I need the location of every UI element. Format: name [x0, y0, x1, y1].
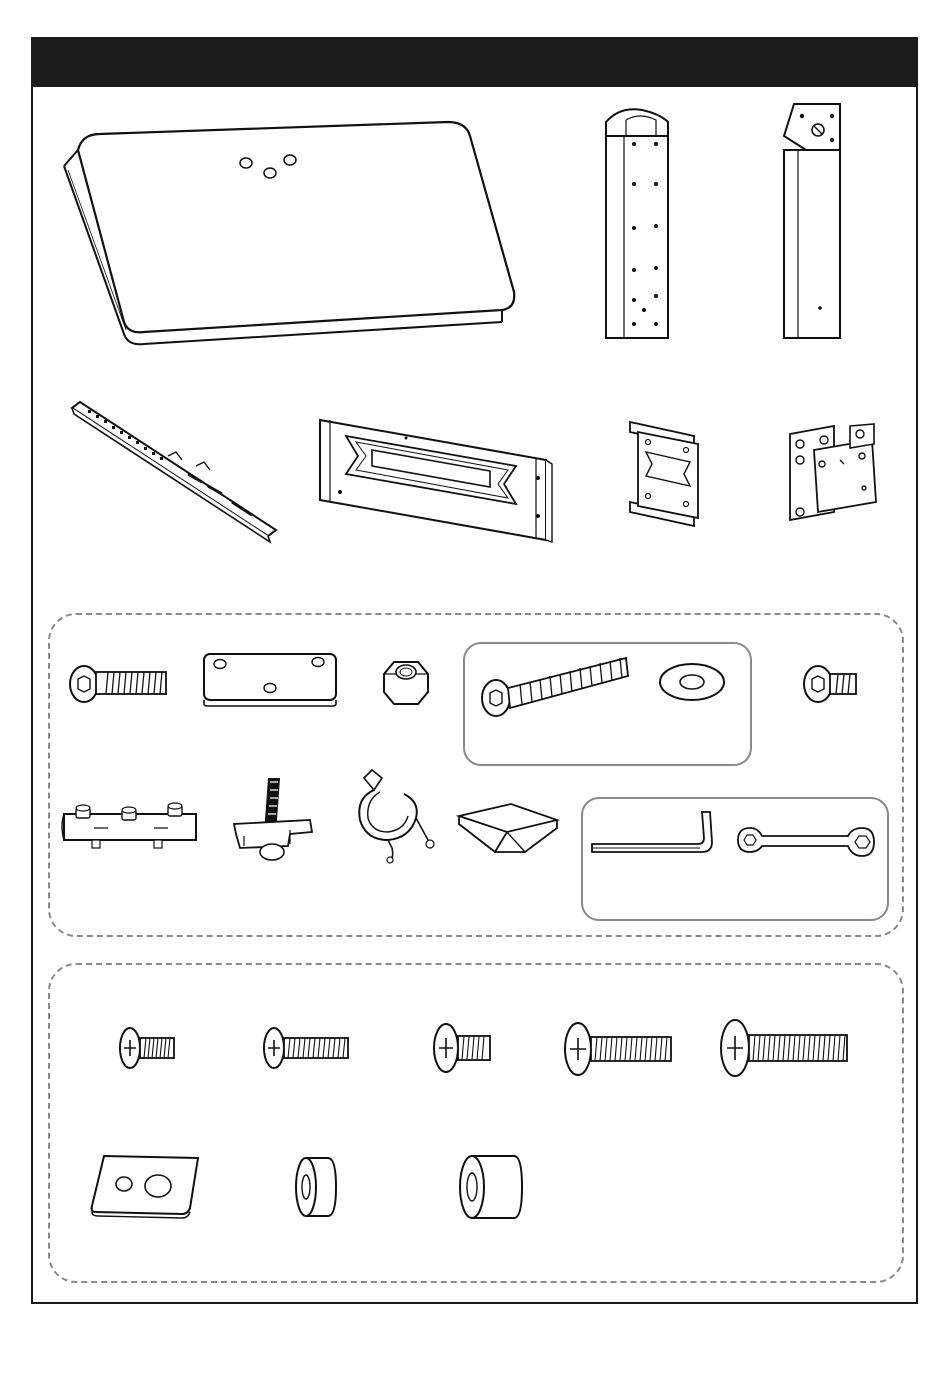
long-bolt-icon [478, 650, 632, 720]
screw-m4-short-icon [116, 1022, 178, 1074]
hex-bolt-icon [68, 658, 172, 710]
spanner-icon [734, 818, 878, 866]
slide-bracket-icon [624, 418, 710, 530]
cable-tie-icon [350, 768, 440, 864]
nut-icon [378, 656, 434, 708]
washer-icon [656, 660, 730, 704]
column-left-icon [602, 108, 674, 342]
screw-m6-long-icon [562, 1018, 676, 1080]
mounting-rail-icon [68, 400, 280, 544]
screw-m6-short-icon [432, 1018, 494, 1078]
clamp-plate-icon [58, 800, 204, 860]
column-right-icon [778, 100, 848, 342]
base-plate-icon [58, 118, 520, 348]
foot-pad-icon [455, 800, 561, 858]
header-bar [31, 37, 918, 87]
tilt-bracket-icon [780, 420, 884, 532]
screw-m8-icon [718, 1016, 852, 1080]
spacer-short-icon [292, 1154, 340, 1220]
allen-key-icon [590, 810, 720, 856]
spacer-plate-icon [200, 650, 340, 708]
hardware-pack-b [48, 963, 904, 1283]
cable-clip-bolt-icon [230, 774, 316, 870]
screw-m4-long-icon [260, 1022, 352, 1074]
cross-bracket-icon [316, 416, 558, 544]
short-hex-bolt-icon [800, 662, 862, 706]
adapter-plate-icon [88, 1152, 204, 1220]
spacer-long-icon [456, 1152, 526, 1222]
